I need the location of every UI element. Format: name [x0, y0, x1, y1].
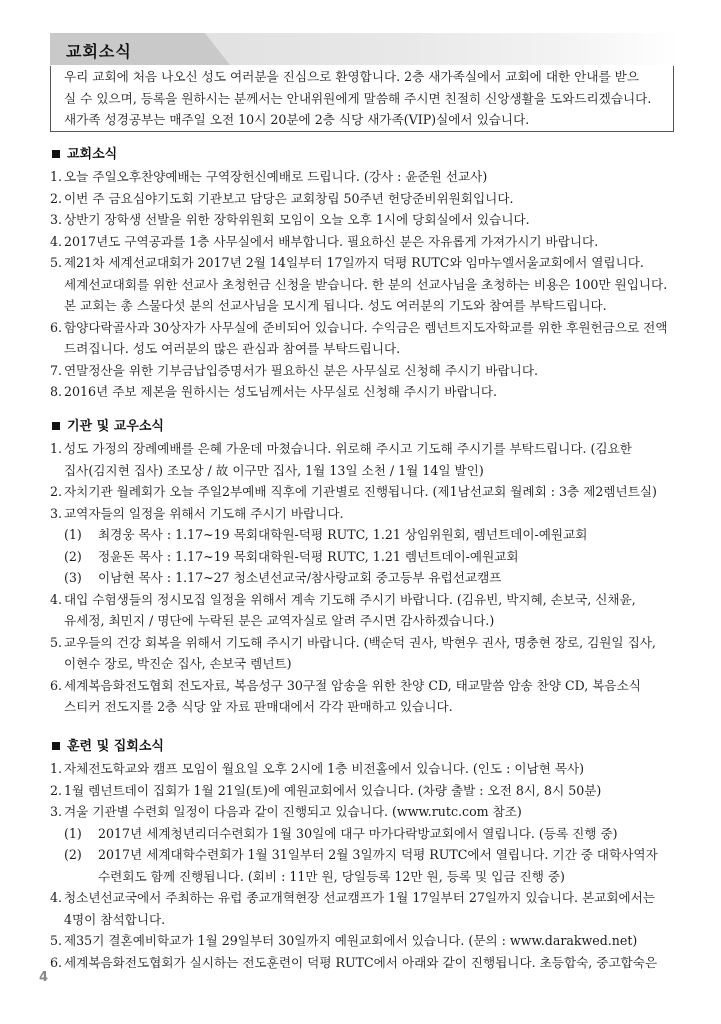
- list-item: [50, 438, 680, 460]
- welcome-line: 새가족 성경공부는 매주일 오전 10시 20분에 2층 식당 새가족(VIP)실에서 있습니다.: [50, 109, 674, 131]
- list-item: [50, 481, 680, 503]
- list-item: [50, 524, 680, 546]
- list-item: [50, 188, 680, 210]
- list-item: [50, 166, 680, 188]
- list-item: [50, 503, 680, 525]
- item-number: 6.: [50, 677, 63, 693]
- section-training-meetings: [50, 736, 680, 973]
- list-item: [50, 338, 680, 360]
- item-number: 4.: [50, 233, 63, 249]
- item-number: 1.: [50, 441, 63, 456]
- list-item: [50, 930, 680, 952]
- item-text: 자체전도학교와 캠프 모임이 월요일 오후 2시에 1층 비전홀에서 있습니다. (인도 : 이남현 목사): [64, 761, 585, 776]
- list-item: [50, 952, 680, 974]
- item-number: 3.: [50, 212, 63, 227]
- list-item: [50, 360, 680, 382]
- item-number: (2): [64, 548, 82, 564]
- item-text: 교우들의 건강 회복을 위해서 기도해 주시기 바랍니다. (백순덕 권사, 박현우 권사, 명충현 장로, 김원일 집사,: [64, 634, 656, 650]
- item-number: 3.: [50, 804, 63, 819]
- section-church-news: [50, 144, 680, 403]
- item-text: 성도 가정의 장례예배를 은혜 가운데 마쳤습니다. 위로해 주시고 기도해 주시기를 부탁드립니다. (김요한: [64, 441, 632, 456]
- section-heading: 교회소식: [50, 144, 680, 166]
- item-text: 겨울 기관별 수련회 일정이 다음과 같이 진행되고 있습니다. (www.rutc.com 참조): [64, 804, 522, 819]
- item-number: (1): [64, 825, 82, 841]
- item-text: 교역자들의 일정을 위해서 기도해 주시기 바랍니다.: [64, 505, 344, 521]
- list-item: [50, 696, 680, 718]
- section-groups-members: [50, 416, 680, 718]
- list-item: [50, 823, 680, 845]
- item-text: 청소년선교국에서 주최하는 유럽 종교개혁현장 선교캠프가 1월 17일부터 27일까지 있습니다. 본교회에서는: [64, 890, 656, 905]
- list-item: [50, 274, 680, 296]
- list-item: [50, 546, 680, 568]
- list-item: [50, 460, 680, 482]
- item-text: 정윤돈 목사 : 1.17~19 목회대학원-덕평 RUTC, 1.21 렘넌트데이-예원교회: [98, 548, 519, 564]
- list-item: [50, 231, 680, 253]
- item-text: 세계복음화전도협회가 실시하는 전도훈련이 덕평 RUTC에서 아래와 같이 진행됩니다. 초등합숙, 중고합숙은: [64, 954, 658, 970]
- item-number: 5.: [50, 634, 63, 650]
- welcome-line: 우리 교회에 처음 나오신 성도 여러분을 진심으로 환영합니다. 2층 새가족실에서 교회에 대한 안내를 받으: [50, 66, 674, 88]
- list-item: [50, 675, 680, 697]
- item-number: 7.: [50, 362, 63, 378]
- list-item: [50, 567, 680, 589]
- item-text: 집사(김지현 집사) 조모상 / 故 이구만 집사, 1월 13일 소천 / 1월 14일 발인): [64, 462, 484, 478]
- item-text: 함양다락골사과 30상자가 사무실에 준비되어 있습니다. 수익금은 렘넌트지도자학교를 위한 후원헌금으로 전액: [64, 319, 668, 335]
- item-text: 4명이 참석합니다.: [64, 911, 166, 927]
- item-text: 최경웅 목사 : 1.17~19 목회대학원-덕평 RUTC, 1.21 상임위원회, 렘넌트데이-예원교회: [98, 527, 588, 542]
- item-number: 6.: [50, 954, 63, 970]
- item-text: 수련회도 함께 진행됩니다. (회비 : 11만 원, 당일등록 12만 원, 등록 및 입금 진행 중): [98, 868, 565, 884]
- item-text: 드려집니다. 성도 여러분의 많은 관심과 참여를 부탁드립니다.: [64, 341, 401, 356]
- list-item: [50, 780, 680, 802]
- item-number: 2.: [50, 782, 63, 798]
- section-heading: 기관 및 교우소식: [50, 416, 680, 438]
- item-text: 2017년도 구역공과를 1층 사무실에서 배부합니다. 필요하신 분은 자유롭게 가져가시기 바랍니다.: [64, 233, 599, 249]
- item-text: 상반기 장학생 선발을 위한 장학위원회 모임이 오늘 오후 1시에 당회실에서 있습니다.: [64, 212, 530, 227]
- list-item: [50, 866, 680, 888]
- item-number: 4.: [50, 890, 63, 905]
- item-text: 2017년 세계대학수련회가 1월 31일부터 2월 3일까지 덕평 RUTC에서 열립니다. 기간 중 대학사역자: [98, 847, 658, 862]
- item-text: 제35기 결혼예비학교가 1월 29일부터 30일까지 예원교회에서 있습니다. (문의 : www.darakwed.net): [64, 933, 638, 948]
- item-number: 2.: [50, 484, 63, 499]
- list-item: [50, 909, 680, 931]
- item-number: 1.: [50, 169, 63, 184]
- item-text: 2016년 주보 제본을 원하시는 성도님께서는 사무실로 신청해 주시기 바랍니다.: [64, 384, 498, 399]
- item-number: 1.: [50, 761, 63, 776]
- item-text: 본 교회는 총 스물다섯 분의 선교사님을 모시게 됩니다. 성도 여러분의 기도와 참여를 부탁드립니다.: [64, 298, 607, 313]
- item-text: 이남현 목사 : 1.17~27 청소년선교국/참사랑교회 중고등부 유럽선교캠프: [98, 570, 502, 585]
- list-item: [50, 758, 680, 780]
- item-text: 오늘 주일오후찬양예배는 구역장헌신예배로 드립니다. (강사 : 윤준원 선교사): [64, 169, 488, 184]
- list-item: [50, 252, 680, 274]
- list-item: [50, 632, 680, 654]
- item-number: 4.: [50, 591, 63, 607]
- item-number: 8.: [50, 384, 63, 399]
- item-text: 제21차 세계선교대회가 2017년 2월 14일부터 17일까지 덕평 RUTC와 임마누엘서울교회에서 열립니다.: [64, 255, 644, 270]
- item-number: 6.: [50, 319, 63, 335]
- item-text: 스티커 전도지를 2층 식당 앞 자료 판매대에서 각각 판매하고 있습니다.: [64, 699, 453, 714]
- item-text: 세계선교대회를 위한 선교사 초청헌금 신청을 받습니다. 한 분의 선교사님을 초청하는 비용은 100만 원입니다.: [64, 276, 668, 292]
- list-item: [50, 653, 680, 675]
- item-text: 대입 수험생들의 정시모집 일정을 위해서 계속 기도해 주시기 바랍니다. (김유빈, 박지혜, 손보국, 신채윤,: [64, 591, 636, 607]
- section-heading: 훈련 및 집회소식: [50, 736, 680, 758]
- list-item: [50, 209, 680, 231]
- item-text: 연말정산을 위한 기부금납입증명서가 필요하신 분은 사무실로 신청해 주시기 바랍니다.: [64, 362, 538, 378]
- item-number: (2): [64, 847, 82, 862]
- list-item: [50, 317, 680, 339]
- list-item: [50, 295, 680, 317]
- item-text: 자치기관 월례회가 오늘 주일2부예배 직후에 기관별로 진행됩니다. (제1남선교회 월례회 : 3층 제2렘넌트실): [64, 484, 657, 499]
- item-text: 2017년 세계청년리더수련회가 1월 30일에 대구 마가다락방교회에서 열립니다. (등록 진행 중): [98, 825, 618, 841]
- list-item: [50, 887, 680, 909]
- item-number: 5.: [50, 255, 63, 270]
- item-number: 3.: [50, 505, 63, 521]
- page-number: 4: [39, 970, 49, 985]
- list-item: [50, 589, 680, 611]
- list-item: [50, 381, 680, 403]
- square-bullet-icon: [52, 422, 60, 430]
- square-bullet-icon: [52, 150, 60, 158]
- item-number: 5.: [50, 933, 63, 948]
- item-text: 유세정, 최민지 / 명단에 누락된 분은 교역자실로 알려 주시면 감사하겠습니다.): [64, 613, 495, 628]
- welcome-box: [50, 66, 674, 132]
- item-text: 이번 주 금요심야기도회 기관보고 담당은 교회창립 50주년 헌당준비위원회입니다.: [64, 190, 514, 206]
- item-text: 이현수 장로, 박진순 집사, 손보국 렘넌트): [64, 656, 292, 671]
- list-item: [50, 844, 680, 866]
- welcome-line: 실 수 있으며, 등록을 원하시는 분께서는 안내위원에게 말씀해 주시면 친절히 신앙생활을 도와드리겠습니다.: [50, 88, 674, 110]
- item-number: 2.: [50, 190, 63, 206]
- page-title: 교회소식: [66, 42, 132, 61]
- item-number: (3): [64, 570, 82, 585]
- list-item: [50, 801, 680, 823]
- item-text: 1월 렘넌트데이 집회가 1월 21일(토)에 예원교회에서 있습니다. (차량 출발 : 오전 8시, 8시 50분): [64, 782, 602, 798]
- square-bullet-icon: [52, 742, 60, 750]
- list-item: [50, 610, 680, 632]
- item-number: (1): [64, 527, 82, 542]
- item-text: 세계복음화전도협회 전도자료, 복음성구 30구절 암송을 위한 찬양 CD, 태교말씀 암송 찬양 CD, 복음소식: [64, 677, 641, 693]
